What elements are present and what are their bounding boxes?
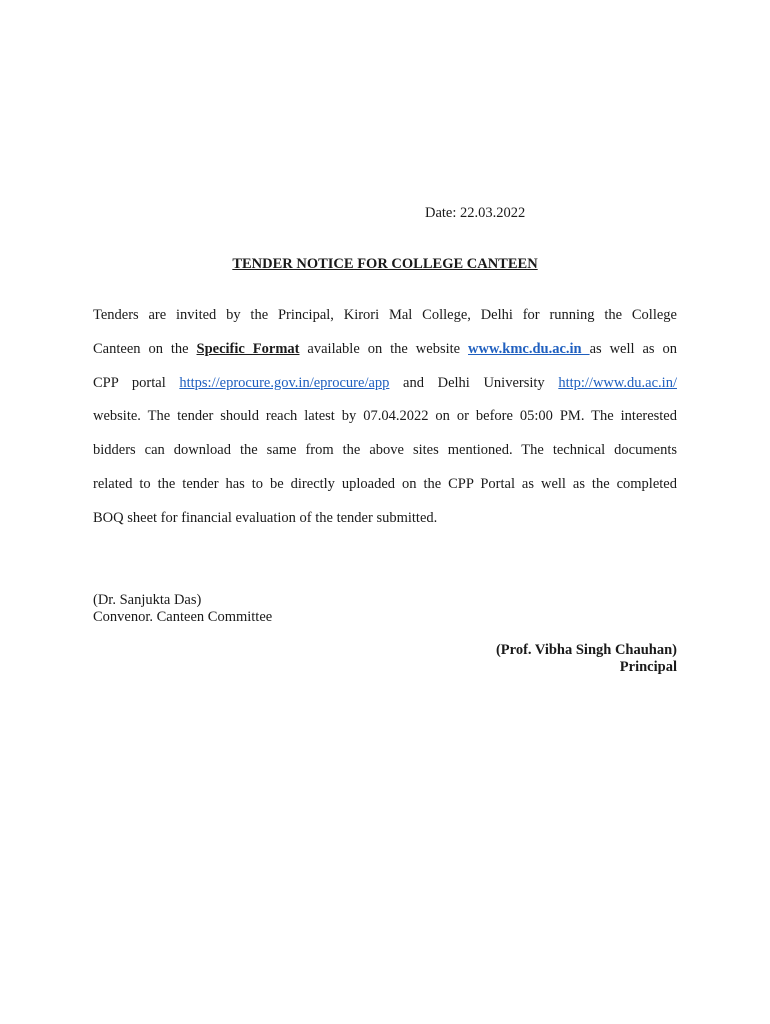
body-line-7: BOQ sheet for financial evaluation of the tender submitted. bbox=[93, 510, 438, 526]
principal-name: (Prof. Vibha Singh Chauhan) bbox=[495, 642, 677, 658]
du-website-link[interactable]: http://www.du.ac.in/ bbox=[558, 375, 677, 391]
principal-signature-block bbox=[496, 642, 677, 676]
body-text: and Delhi University bbox=[389, 375, 559, 391]
body-line-1: Tenders are invited by the Principal, Kirori Mal College, Delhi for running the College bbox=[93, 307, 677, 323]
eprocure-link[interactable]: https://eprocure.gov.in/eprocure/app bbox=[179, 375, 390, 391]
convenor-name: (Dr. Sanjukta Das) bbox=[93, 592, 202, 608]
kmc-website-link[interactable]: www.kmc.du.ac.in bbox=[468, 341, 590, 357]
principal-role: Principal bbox=[619, 659, 677, 675]
body-line-3 bbox=[93, 373, 677, 393]
specific-format-text: Specific Format bbox=[196, 341, 300, 357]
body-line-2 bbox=[93, 339, 677, 359]
body-line-5: bidders can download the same from the above sites mentioned. The technical documents bbox=[93, 442, 677, 458]
body-text: available on the website bbox=[299, 341, 469, 357]
notice-title: TENDER NOTICE FOR COLLEGE CANTEEN bbox=[232, 256, 538, 272]
body-text: Canteen on the bbox=[93, 341, 197, 357]
body-text: CPP portal bbox=[93, 375, 180, 391]
convenor-role: Convenor. Canteen Committee bbox=[93, 609, 273, 625]
convenor-signature-block bbox=[93, 592, 272, 626]
body-line-6: related to the tender has to be directly uploaded on the CPP Portal as well as the completed bbox=[93, 476, 677, 492]
body-line-4: website. The tender should reach latest by 07.04.2022 on or before 05:00 PM. The interested bbox=[93, 408, 677, 424]
body-text: as well as on bbox=[589, 341, 677, 357]
notice-date: Date: 22.03.2022 bbox=[425, 205, 526, 221]
